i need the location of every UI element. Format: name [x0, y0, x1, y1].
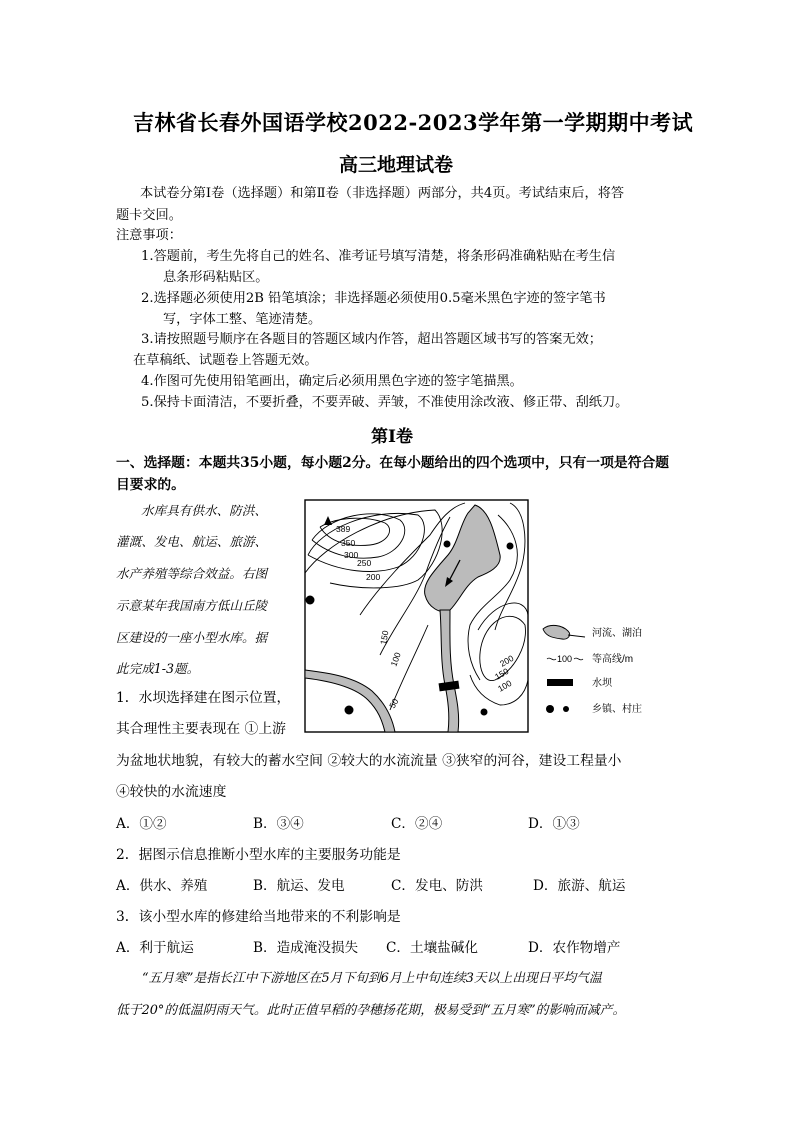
- option-b[interactable]: B．③④: [253, 816, 304, 832]
- option-c[interactable]: C．②④: [391, 816, 443, 832]
- passage-line: 示意某年我国南方低山丘陵: [116, 598, 268, 613]
- question-stem: 1．水坝选择建在图示位置，: [116, 690, 291, 706]
- section-title: 第Ⅰ卷: [371, 427, 413, 447]
- notice-title: 注意事项：: [116, 228, 182, 243]
- passage-line: 低于20°的低温阴雨天气。此时正值早稻的孕穗扬花期，极易受到“五月寒”的影响而减产。: [116, 1003, 626, 1018]
- option-d[interactable]: D．①③: [528, 816, 580, 832]
- notice-item: 5.保持卡面清洁，不要折叠，不要弄破、弄皱，不准使用涂改液、修正带、刮纸刀。: [141, 395, 629, 410]
- option-a[interactable]: A．①②: [116, 816, 167, 832]
- reservoir-map: [300, 495, 685, 740]
- legend-dam: 水坝: [592, 678, 612, 689]
- option-a[interactable]: A．利于航运: [116, 940, 194, 956]
- contour-label: 150: [378, 629, 391, 646]
- legend-dam-icon: [547, 679, 573, 686]
- option-b[interactable]: B．航运、发电: [253, 878, 345, 894]
- passage-line: 灌溉、发电、航运、旅游、: [116, 534, 268, 549]
- town-dot: [507, 543, 514, 550]
- contour-label: 200: [498, 652, 516, 669]
- notice-item: 2.选择题必须使用2B 铅笔填涂；非选择题必须使用0.5毫米黑色字迹的签字笔书: [141, 291, 606, 306]
- option-d[interactable]: D．农作物增产: [528, 940, 621, 956]
- contour-label: 150: [493, 665, 511, 682]
- town-dot: [306, 596, 315, 605]
- notice-item: 4.作图可先使用铅笔画出，确定后必须用黑色字迹的签字笔描黑。: [141, 374, 523, 389]
- passage-line: 水产养殖等综合效益。右图: [116, 566, 268, 581]
- legend-contour-sample: 100: [557, 654, 573, 664]
- legend-lake-icon: [543, 625, 570, 639]
- town-dot: [345, 706, 354, 715]
- legend-river-lake: 河流、湖泊: [592, 628, 642, 639]
- section-instruction: 目要求的。: [116, 477, 185, 493]
- section-instruction: 一、选择题：本题共35小题，每小题2分。在每小题给出的四个选项中，只有一项是符合题: [116, 455, 670, 471]
- notice-item: 写，字体工整、笔迹清楚。: [163, 312, 322, 327]
- option-d[interactable]: D．旅游、航运: [533, 878, 626, 894]
- contour-label: 350: [341, 538, 356, 548]
- town-dot: [481, 709, 488, 716]
- option-a[interactable]: A．供水、养殖: [116, 878, 208, 894]
- notice-item: 息条形码粘贴区。: [163, 270, 269, 285]
- contour-label: 100: [496, 677, 514, 694]
- contour-label: 389: [336, 524, 351, 534]
- contour-label: 300: [344, 550, 359, 560]
- town-dot: [444, 541, 451, 548]
- exam-subtitle: 高三地理试卷: [339, 154, 454, 176]
- legend-town-village: 乡镇、村庄: [592, 704, 642, 715]
- question-stem: 其合理性主要表现在 ①上游: [116, 721, 286, 737]
- option-c[interactable]: C．土壤盐碱化: [386, 940, 478, 956]
- exam-title: 吉林省长春外国语学校2022-2023学年第一学期期中考试: [133, 110, 694, 135]
- passage-line: 水库具有供水、防洪、: [141, 503, 267, 518]
- intro-line-1: 本试卷分第Ⅰ卷（选择题）和第Ⅱ卷（非选择题）两部分，共4页。考试结束后，将答: [140, 186, 625, 201]
- legend-contour: 等高线/m: [592, 654, 634, 665]
- question-stem: ④较快的水流速度: [116, 784, 227, 800]
- option-b[interactable]: B．造成淹没损失: [253, 940, 359, 956]
- map-legend: [543, 625, 642, 715]
- question-stem: 为盆地状地貌，有较大的蓄水空间 ②较大的水流流量 ③狭窄的河谷，建设工程量小: [116, 753, 622, 769]
- question-stem: 2．据图示信息推断小型水库的主要服务功能是: [116, 847, 401, 863]
- passage-line: 此完成1-3题。: [116, 661, 200, 676]
- notice-item: 3.请按照题号顺序在各题目的答题区域内作答，超出答题区域书写的答案无效；: [141, 332, 602, 347]
- option-c[interactable]: C．发电、防洪: [391, 878, 483, 894]
- contour-label: 200: [366, 572, 381, 582]
- notice-item: 在草稿纸、试题卷上答题无效。: [133, 353, 318, 368]
- passage-line: 区建设的一座小型水库。据: [116, 630, 268, 645]
- intro-line-2: 题卡交回。: [116, 208, 182, 223]
- passage-line: “五月寒”是指长江中下游地区在5月下旬到6月上中旬连续3天以上出现日平均气温: [142, 971, 602, 986]
- notice-item: 1.答题前，考生先将自己的姓名、准考证号填写清楚，将条形码准确粘贴在考生信: [141, 249, 616, 264]
- contour-label: 100: [388, 650, 403, 668]
- contour-label: 250: [357, 558, 372, 568]
- contour-label: 50: [387, 696, 401, 710]
- question-stem: 3．该小型水库的修建给当地带来的不利影响是: [116, 909, 401, 925]
